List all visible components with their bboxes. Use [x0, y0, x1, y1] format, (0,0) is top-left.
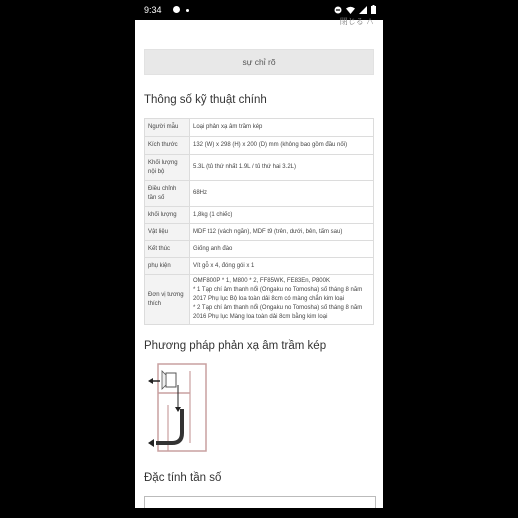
spec-label: khối lượng	[145, 207, 190, 224]
spec-value: Loại phản xạ âm trầm kép	[190, 119, 374, 137]
table-row	[145, 137, 374, 155]
spec-label: Vật liệu	[145, 224, 190, 241]
spec-value: 68Hz	[190, 181, 374, 207]
dnd-icon	[334, 6, 342, 14]
nav-bar	[135, 508, 383, 518]
spec-title: Thông số kỹ thuật chính	[144, 94, 267, 106]
spec-label: Điều chỉnh tần số	[145, 181, 190, 207]
table-row	[145, 275, 374, 325]
signal-icon	[359, 6, 367, 14]
close-label: 閉じる	[339, 17, 364, 26]
spec-value-line: * 2 Tạp chí âm thanh nổi (Ongaku no Tomosha) số tháng 8 năm 2016 Phụ lục Màng loa toàn dải 8cm bằng kim loại	[193, 305, 363, 320]
table-row	[145, 207, 374, 224]
table-row	[145, 258, 374, 275]
table-row	[145, 224, 374, 241]
spec-value: Vít gỗ x 4, đóng gói x 1	[190, 258, 374, 275]
page-content	[135, 17, 383, 508]
status-time: 9:34	[144, 5, 162, 15]
freq-title: Đặc tính tần số	[144, 472, 222, 484]
spec-label: Kết thúc	[145, 241, 190, 258]
spec-label: phụ kiện	[145, 258, 190, 275]
method-title: Phương pháp phản xạ âm trầm kép	[144, 340, 327, 352]
detail-button[interactable]: sự chỉ rõ	[144, 49, 374, 75]
spec-value: Giống anh đào	[190, 241, 374, 258]
spec-table	[144, 118, 374, 325]
table-row	[145, 241, 374, 258]
notification-dot-icon	[186, 9, 189, 12]
battery-icon	[371, 5, 376, 14]
messenger-icon	[173, 6, 180, 13]
spec-value: 1,8kg (1 chiếc)	[190, 207, 374, 224]
table-row	[145, 119, 374, 137]
chevron-up-icon: ∧	[366, 17, 374, 26]
spec-value	[190, 275, 374, 325]
table-row	[145, 181, 374, 207]
spec-value: MDF t12 (vách ngăn), MDF t9 (trên, dưới, bên, tấm sau)	[190, 224, 374, 241]
close-link[interactable]	[340, 16, 374, 27]
spec-label: Khối lượng nội bộ	[145, 155, 190, 181]
speaker-diagram	[146, 363, 208, 453]
wifi-icon	[346, 6, 355, 14]
spec-label: Người mẫu	[145, 119, 190, 137]
spec-label: Đơn vị tương thích	[145, 275, 190, 325]
spec-label: Kích thước	[145, 137, 190, 155]
phone-screen	[135, 0, 383, 518]
spec-value: 132 (W) x 298 (H) x 200 (D) mm (không bao gồm đầu nối)	[190, 137, 374, 155]
spec-value-line: * 1 Tạp chí âm thanh nổi (Ongaku no Tomosha) số tháng 8 năm 2017 Phụ lục Bộ loa toàn dải 8cm có màng chắn kim loại	[193, 287, 363, 302]
spec-value-line: OMF800P * 1, M800 * 2, FF85WK, FE83En, P800K	[193, 278, 330, 284]
spec-value: 5.3L (tủ thứ nhất 1.9L / tủ thứ hai 3.2L)	[190, 155, 374, 181]
table-row	[145, 155, 374, 181]
